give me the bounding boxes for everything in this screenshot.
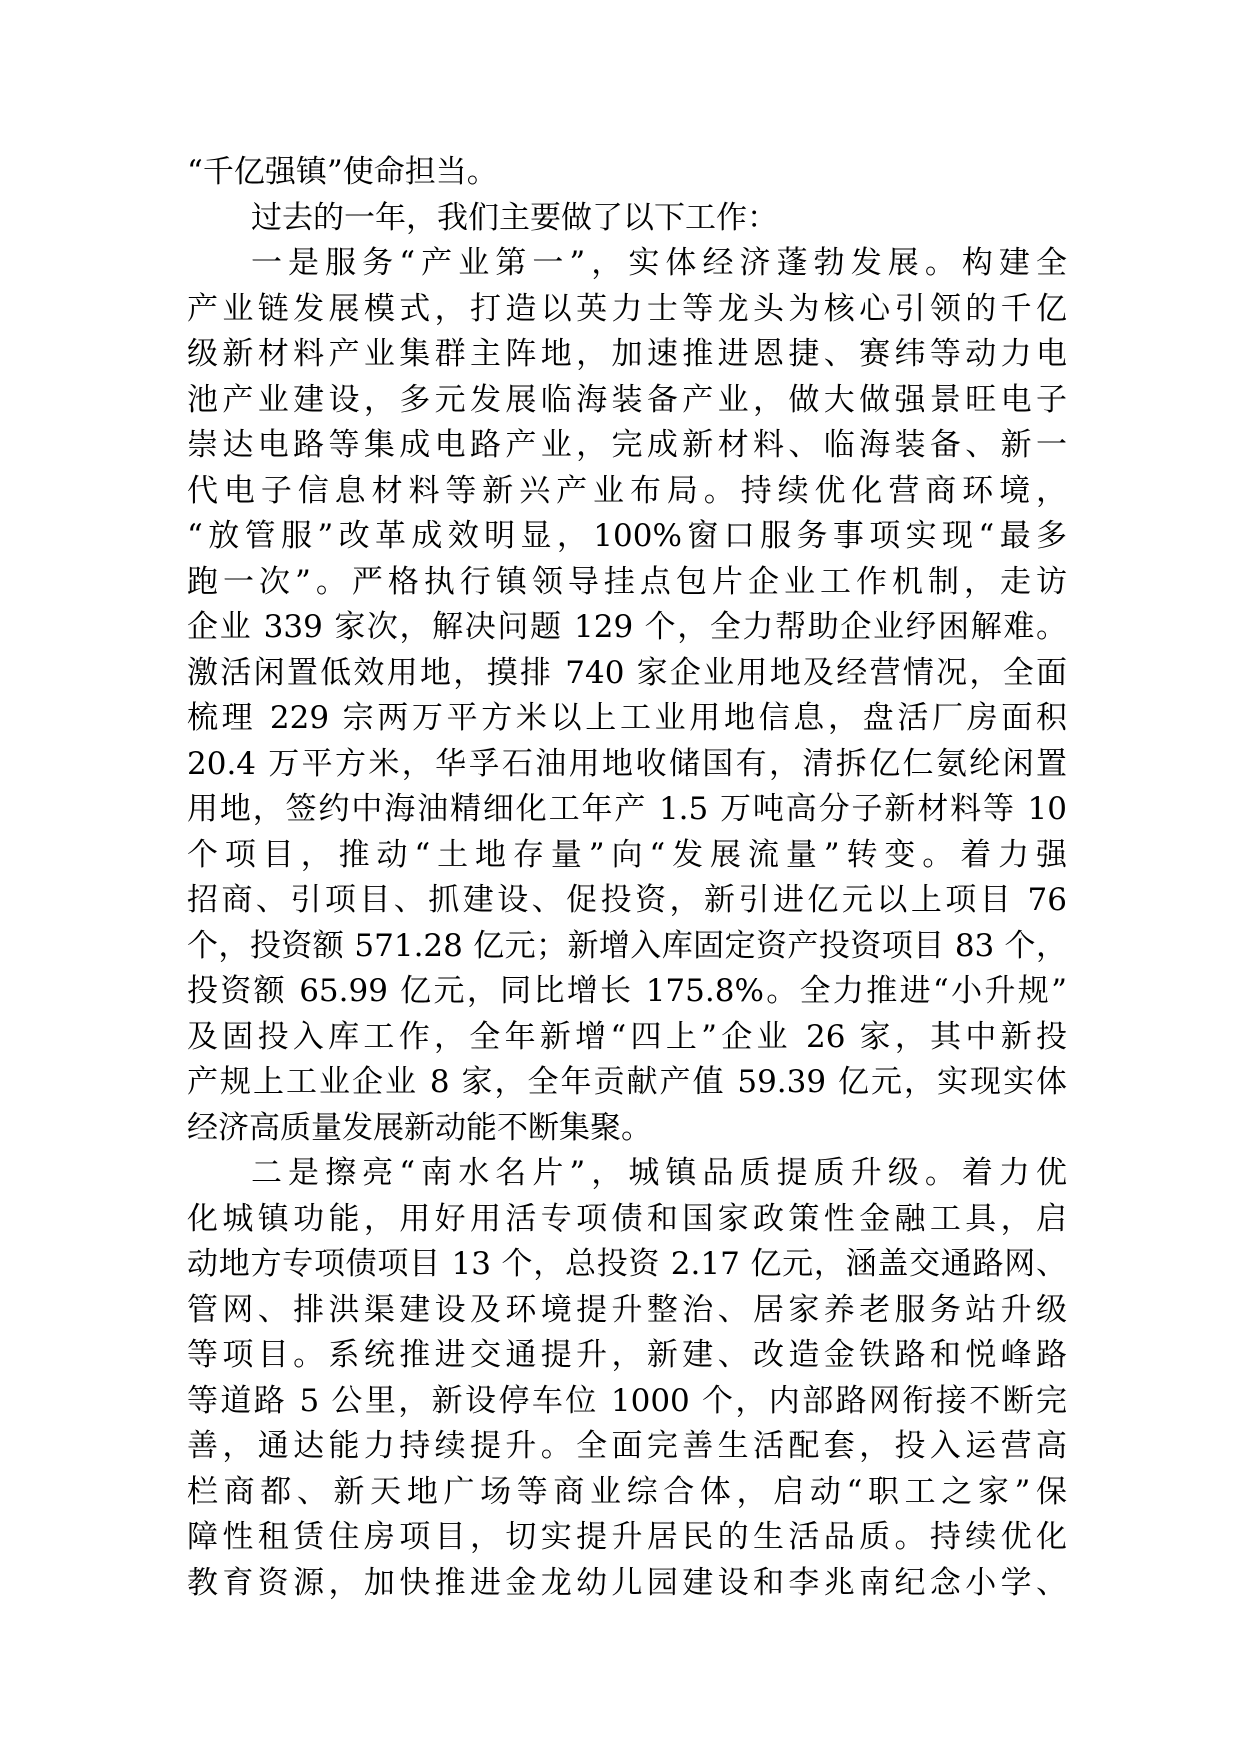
text-line: 级新材料产业集群主阵地，加速推进恩捷、赛纬等动力电 — [187, 336, 1067, 372]
text-line: 栏商都、新天地广场等商业综合体，启动“职工之家”保 — [187, 1473, 1067, 1510]
text-line: 及固投入库工作，全年新增“四上”企业 26 家，其中新投 — [187, 1018, 1067, 1055]
text-line: 二是擦亮“南水名片”，城镇品质提质升级。着力优 — [251, 1155, 1067, 1191]
text-line: 招商、引项目、抓建设、促投资，新引进亿元以上项目 76 — [187, 882, 1067, 918]
text-line: 池产业建设，多元发展临海装备产业，做大做强景旺电子 — [187, 381, 1067, 418]
text-line: 个，投资额 571.28 亿元；新增入库固定资产投资项目 83 个， — [187, 927, 1067, 964]
text-line: 等项目。系统推进交通提升，新建、改造金铁路和悦峰路 — [187, 1337, 1067, 1373]
text-line: 跑一次”。严格执行镇领导挂点包片企业工作机制，走访 — [187, 563, 1067, 600]
text-line: 动地方专项债项目 13 个，总投资 2.17 亿元，涵盖交通路网、 — [187, 1246, 1067, 1282]
text-line: 经济高质量发展新动能不断集聚。 — [187, 1109, 652, 1146]
text-line: 代电子信息材料等新兴产业布局。持续优化营商环境， — [187, 472, 1067, 509]
text-line: 激活闲置低效用地，摸排 740 家企业用地及经营情况，全面 — [187, 654, 1067, 691]
text-line: 化城镇功能，用好用活专项债和国家政策性金融工具，启 — [187, 1200, 1067, 1237]
text-line: 产业链发展模式，打造以英力士等龙头为核心引领的千亿 — [187, 290, 1067, 327]
text-line: 一是服务“产业第一”，实体经济蓬勃发展。构建全 — [251, 245, 1067, 281]
text-line: 投资额 65.99 亿元，同比增长 175.8%。全力推进“小升规” — [187, 973, 1067, 1009]
text-line: 过去的一年，我们主要做了以下工作： — [251, 199, 778, 236]
text-line: 教育资源，加快推进金龙幼儿园建设和李兆南纪念小学、 — [187, 1564, 1067, 1601]
text-line: 产规上工业企业 8 家，全年贡献产值 59.39 亿元，实现实体 — [187, 1064, 1067, 1100]
body-text — [187, 150, 1067, 1606]
text-line: 崇达电路等集成电路产业，完成新材料、临海装备、新一 — [187, 427, 1067, 463]
text-line: 企业 339 家次，解决问题 129 个，全力帮助企业纾困解难。 — [187, 609, 1067, 645]
text-line: 个项目，推动“土地存量”向“发展流量”转变。着力强 — [187, 836, 1067, 873]
text-line: 用地，签约中海油精细化工年产 1.5 万吨高分子新材料等 10 — [187, 791, 1067, 827]
text-line: 善，通达能力持续提升。全面完善生活配套，投入运营高 — [187, 1428, 1067, 1464]
text-line: 20.4 万平方米，华孚石油用地收储国有，清拆亿仁氨纶闲置 — [187, 745, 1067, 782]
text-line: 障性租赁住房项目，切实提升居民的生活品质。持续优化 — [187, 1519, 1067, 1555]
text-line: 等道路 5 公里，新设停车位 1000 个，内部路网衔接不断完 — [187, 1382, 1067, 1419]
text-line: “千亿强镇”使命担当。 — [187, 154, 498, 190]
text-line: 梳理 229 宗两万平方米以上工业用地信息，盘活厂房面积 — [187, 700, 1067, 736]
text-line: “放管服”改革成效明显，100%窗口服务事项实现“最多 — [187, 518, 1067, 554]
text-line: 管网、排洪渠建设及环境提升整治、居家养老服务站升级 — [187, 1291, 1067, 1328]
